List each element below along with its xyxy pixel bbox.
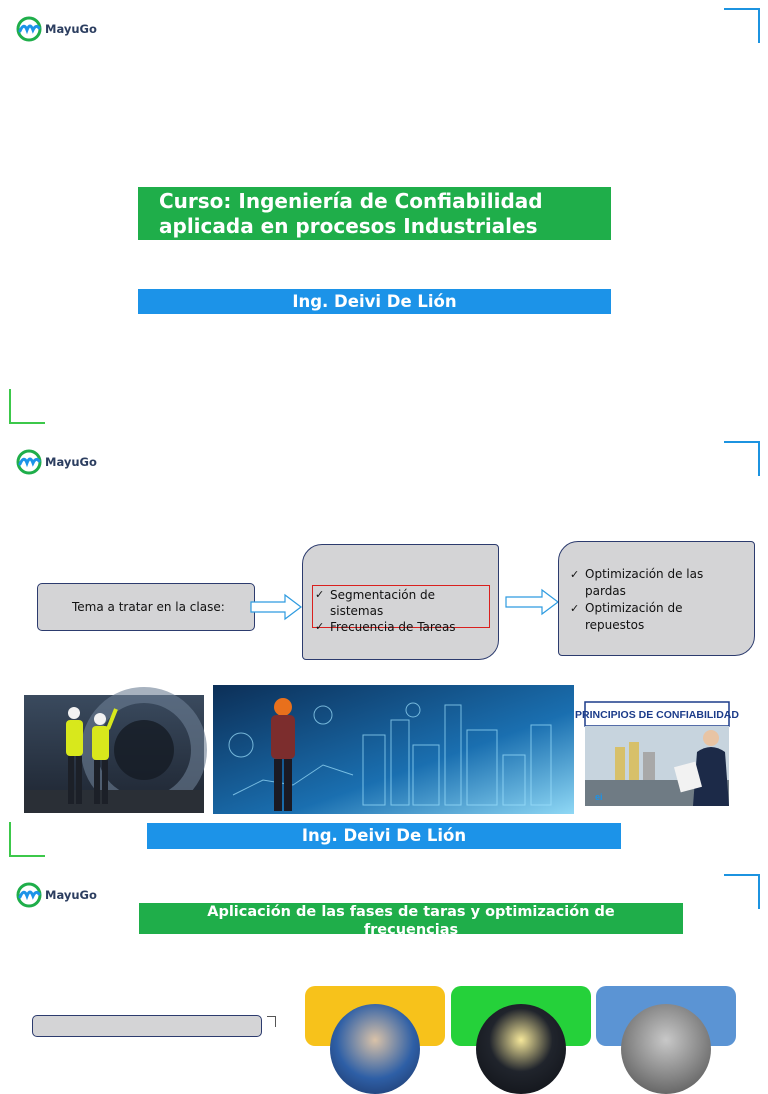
phases-title-line-2: frecuencias xyxy=(363,922,459,938)
slide-course-title xyxy=(0,0,768,433)
check-icon: ✓ xyxy=(570,602,580,615)
instructor-bar: Ing. Deivi De Lión xyxy=(147,823,621,849)
mayugo-logo-icon xyxy=(16,449,42,475)
mayugo-logo-icon xyxy=(16,882,42,908)
optimization-box xyxy=(558,541,755,656)
corner-frame-top-right xyxy=(724,874,760,909)
course-title-banner xyxy=(138,187,611,240)
arrow-right-icon xyxy=(505,589,559,615)
segment-highlight-box xyxy=(312,585,490,634)
principles-banner-text: PRINCIPIOS DE CONFIABILIDAD xyxy=(575,709,739,721)
slide-class-topics xyxy=(0,433,768,866)
check-icon: ✓ xyxy=(315,588,325,601)
optimization-list xyxy=(570,566,750,634)
instructor-bar: Ing. Deivi De Lión xyxy=(138,289,611,314)
phases-title-line-1: Aplicación de las fases de taras y optimización de xyxy=(207,904,615,920)
principles-logo-text: ei xyxy=(595,792,603,802)
phase-card-yellow xyxy=(305,986,445,1046)
brand-name: MayuGo xyxy=(45,22,97,36)
corner-frame-top-right xyxy=(724,8,760,43)
mayugo-logo-icon xyxy=(16,16,42,42)
corner-frame-bottom-left xyxy=(9,389,45,424)
arrow-right-icon xyxy=(250,594,302,620)
brand-logo xyxy=(16,449,97,475)
photo-digital-city-engineer xyxy=(213,685,574,814)
segment-item: ✓ Frecuencia de Tareas xyxy=(315,620,456,634)
corner-frame-top-right xyxy=(724,441,760,476)
corner-frame-bottom-left xyxy=(9,822,45,857)
course-title-line-2: aplicada en procesos Industriales xyxy=(159,214,538,238)
phase-card-image xyxy=(476,1004,566,1094)
brand-name: MayuGo xyxy=(45,888,97,902)
optimization-item: ✓ Optimización de repuestos xyxy=(570,601,683,632)
course-title-line-1: Curso: Ingeniería de Confiabilidad xyxy=(159,189,543,213)
photo-industrial-workers xyxy=(24,695,204,813)
bracket-shape xyxy=(267,1016,276,1027)
phase-card-green xyxy=(451,986,591,1046)
topic-box xyxy=(32,1015,262,1037)
segment-box xyxy=(302,544,499,660)
optimization-item: ✓ Optimización de las pardas xyxy=(570,567,704,598)
phases-title-banner xyxy=(139,903,683,938)
segment-item: ✓ Segmentación de sistemas xyxy=(315,588,436,618)
brand-logo xyxy=(16,882,97,908)
slide-phases xyxy=(0,866,768,1024)
topic-box xyxy=(37,583,255,631)
check-icon: ✓ xyxy=(315,620,325,633)
check-icon: ✓ xyxy=(570,568,580,581)
brand-logo xyxy=(16,16,97,42)
phase-card-image xyxy=(330,1004,420,1094)
topic-label: Tema a tratar en la clase: xyxy=(72,600,225,614)
phase-card-blue xyxy=(596,986,736,1046)
brand-name: MayuGo xyxy=(45,455,97,469)
phase-card-image xyxy=(621,1004,711,1094)
photo-reliability-principles xyxy=(575,702,739,806)
